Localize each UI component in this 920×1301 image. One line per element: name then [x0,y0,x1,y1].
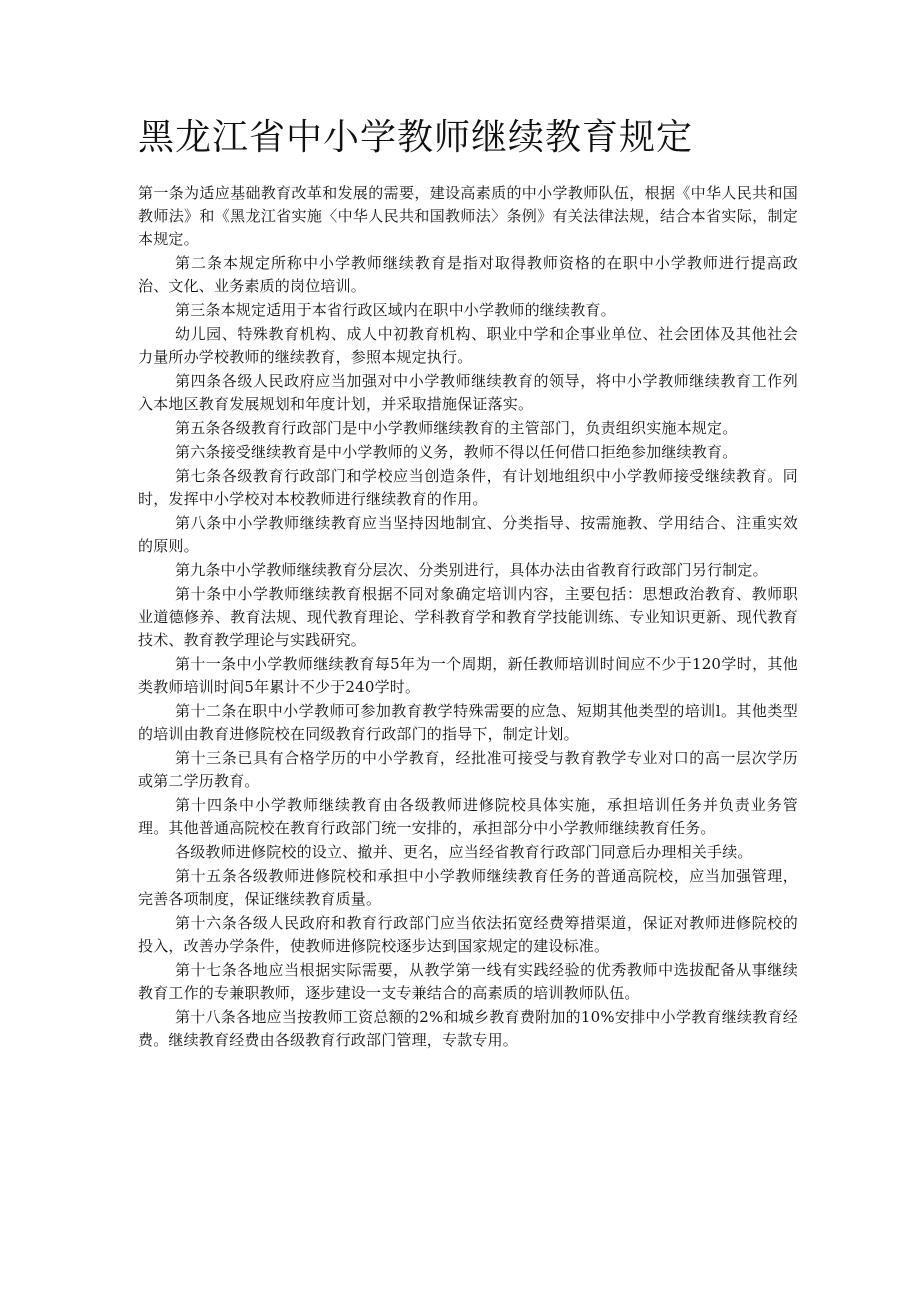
paragraph-1: 第一条为适应基础教育改革和发展的需要，建设高素质的中小学教师队伍，根据《中华人民共和国教师法》和《黑龙江省实施〈中华人民共和国教师法〉条例》有关法律法规，结合本省实际，制定本规定。 [138,184,798,248]
paragraph-17: 第十五条各级教师进修院校和承担中小学教师继续教育任务的普通高院校，应当加强管理，完善各项制度，保证继续教育质量。 [138,867,798,908]
document-body [138,182,798,1053]
document-title: 黑龙江省中小学教师继续教育规定 [138,117,694,158]
document-page [138,0,798,1053]
paragraph-14: 第十三条已具有合格学历的中小学教育，经批准可接受与教育教学专业对口的高一层次学历或第二学历教育。 [138,749,798,790]
paragraph-16: 各级教师进修院校的设立、撤并、更名，应当经省教育行政部门同意后办理相关手续。 [175,843,753,861]
paragraph-19: 第十七条各地应当根据实际需要，从教学第一线有实践经验的优秀教师中选拔配备从事继续教育工作的专兼职教师，逐步建设一支专兼结合的高素质的培训教师队伍。 [138,961,798,1002]
paragraph-6: 第五条各级教育行政部门是中小学教师继续教育的主管部门，负责组织实施本规定。 [175,419,738,437]
paragraph-10: 第九条中小学教师继续教育分层次、分类别进行，具体办法由省教育行政部门另行制定。 [175,561,768,579]
paragraph-13: 第十二条在职中小学教师可参加教育教学特殊需要的应急、短期其他类型的培训l。其他类型的培训由教育进修院校在同级教育行政部门的指导下，制定计划。 [138,702,798,743]
paragraph-11: 第十条中小学教师继续教育根据不同对象确定培训内容，主要包括：思想政治教育、教师职业道德修养、教育法规、现代教育理论、学科教育学和教育学技能训练、专业知识更新、现代教育技术、教育教学理论与实践研究。 [138,585,798,649]
paragraph-4: 幼儿园、特殊教育机构、成人中初教育机构、职业中学和企事业单位、社会团体及其他社会力量所办学校教师的继续教育，参照本规定执行。 [138,325,798,366]
paragraph-20: 第十八条各地应当按教师工资总额的2%和城乡教育费附加的10%安排中小学教育继续教育经费。继续教育经费由各级教育行政部门管理，专款专用。 [138,1008,798,1049]
paragraph-5: 第四条各级人民政府应当加强对中小学教师继续教育的领导，将中小学教师继续教育工作列入本地区教育发展规划和年度计划，并采取措施保证落实。 [138,372,798,413]
paragraph-9: 第八条中小学教师继续教育应当坚持因地制宜、分类指导、按需施教、学用结合、注重实效的原则。 [138,514,798,555]
paragraph-3: 第三条本规定适用于本省行政区域内在职中小学教师的继续教育。 [175,301,616,319]
paragraph-12: 第十一条中小学教师继续教育每5年为一个周期，新任教师培训时间应不少于120学时，其他类教师培训时间5年累计不少于240学时。 [138,655,798,696]
paragraph-18: 第十六条各级人民政府和教育行政部门应当依法拓宽经费筹措渠道，保证对教师进修院校的投入，改善办学条件，使教师进修院校逐步达到国家规定的建设标准。 [138,914,798,955]
paragraph-2: 第二条本规定所称中小学教师继续教育是指对取得教师资格的在职中小学教师进行提高政治、文化、业务素质的岗位培训。 [138,254,798,295]
paragraph-7: 第六条接受继续教育是中小学教师的义务，教师不得以任何借口拒绝参加继续教育。 [175,443,738,461]
paragraph-15: 第十四条中小学教师继续教育由各级教师进修院校具体实施，承担培训任务并负责业务管理。其他普通高院校在教育行政部门统一安排的，承担部分中小学教师继续教育任务。 [138,796,798,837]
paragraph-8: 第七条各级教育行政部门和学校应当创造条件，有计划地组织中小学教师接受继续教育。同时，发挥中小学校对本校教师进行继续教育的作用。 [138,467,798,508]
